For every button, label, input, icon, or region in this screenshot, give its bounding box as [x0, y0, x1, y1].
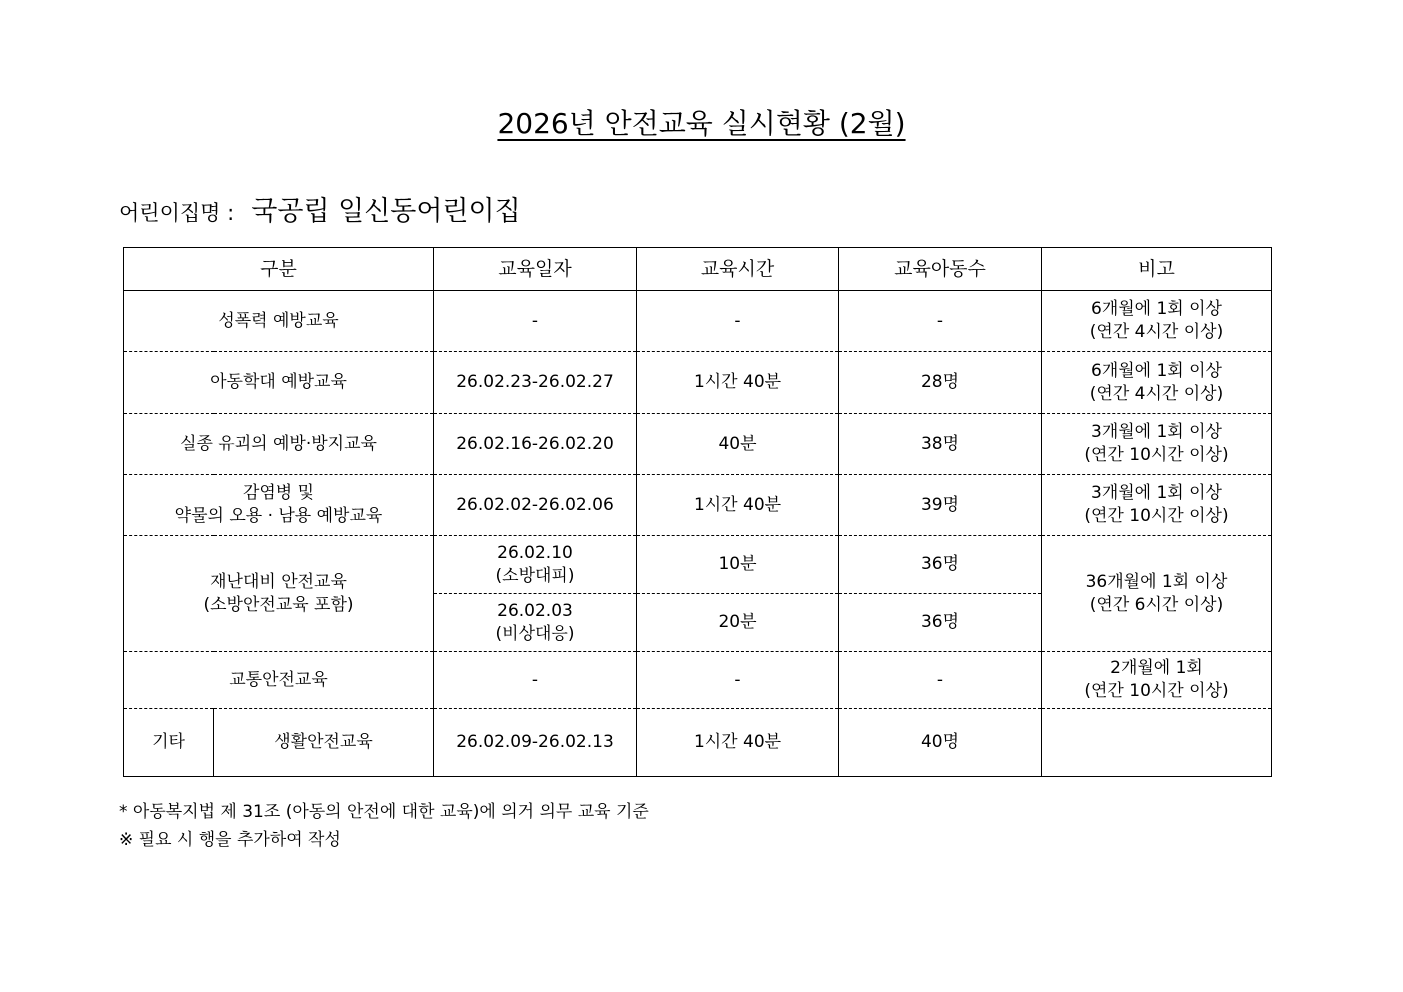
row-category-line1: 재난대비 안전교육 [210, 571, 347, 592]
header-time: 교육시간 [637, 248, 839, 291]
row-category: 교통안전교육 [124, 652, 434, 709]
row-time: 20분 [637, 594, 839, 652]
center-name-value: 국공립 일신동어린이집 [251, 196, 521, 227]
row-date: - [434, 652, 637, 709]
footnote-add-rows: ※ 필요 시 행을 추가하여 작성 [119, 830, 341, 850]
center-name-label: 어린이집명 : [119, 201, 235, 225]
row-note-line1: 36개월에 1회 이상 [1085, 571, 1228, 592]
row-time: 10분 [637, 536, 839, 594]
row-children: 36명 [839, 594, 1042, 652]
row-category: 성폭력 예방교육 [124, 291, 434, 352]
row-note-line2: (연간 4시간 이상) [1089, 383, 1224, 404]
document-title-text: 2026년 안전교육 실시현황 (2월) [497, 107, 906, 140]
footnote-legal-basis: * 아동복지법 제 31조 (아동의 안전에 대한 교육)에 의거 의무 교육 기준 [119, 802, 649, 822]
row-time: 40분 [637, 414, 839, 475]
row-time: - [637, 291, 839, 352]
row-time: 1시간 40분 [637, 709, 839, 777]
row-date-line1: 26.02.03 [497, 600, 573, 621]
row-note-line2: (연간 6시간 이상) [1089, 594, 1224, 615]
row-time: - [637, 652, 839, 709]
row-note [1042, 536, 1272, 652]
table-header-row [124, 248, 1272, 291]
row-children: 36명 [839, 536, 1042, 594]
row-date: 26.02.02-26.02.06 [434, 475, 637, 536]
row-children: 40명 [839, 709, 1042, 777]
row-note-line1: 3개월에 1회 이상 [1091, 483, 1222, 503]
education-table [123, 247, 1272, 777]
row-date: 26.02.16-26.02.20 [434, 414, 637, 475]
table-row [124, 475, 1272, 536]
row-time: 1시간 40분 [637, 352, 839, 414]
table-row [124, 709, 1272, 777]
row-note [1042, 352, 1272, 414]
row-children: 28명 [839, 352, 1042, 414]
row-note [1042, 291, 1272, 352]
row-time: 1시간 40분 [637, 475, 839, 536]
row-group: 기타 [124, 709, 214, 777]
row-date-line1: 26.02.10 [497, 542, 573, 563]
table-row [124, 536, 1272, 594]
row-note-line2: (연간 10시간 이상) [1084, 445, 1229, 465]
header-note: 비고 [1042, 248, 1272, 291]
row-category: 실종 유괴의 예방·방지교육 [124, 414, 434, 475]
header-children: 교육아동수 [839, 248, 1042, 291]
row-category: 생활안전교육 [214, 709, 434, 777]
row-date: 26.02.09-26.02.13 [434, 709, 637, 777]
row-category-line2: (소방안전교육 포함) [203, 594, 354, 615]
row-date [434, 594, 637, 652]
row-note [1042, 414, 1272, 475]
row-category: 아동학대 예방교육 [124, 352, 434, 414]
table-row [124, 352, 1272, 414]
row-date [434, 536, 637, 594]
row-category [124, 536, 434, 652]
table-row [124, 652, 1272, 709]
row-note [1042, 475, 1272, 536]
row-note-line1: 6개월에 1회 이상 [1091, 360, 1222, 381]
row-note-line2: (연간 10시간 이상) [1084, 506, 1229, 526]
row-category-line2: 약물의 오용 · 남용 예방교육 [174, 506, 383, 526]
footnotes [119, 798, 649, 854]
row-note [1042, 709, 1272, 777]
row-category-line1: 감염병 및 [242, 483, 315, 503]
table-row [124, 414, 1272, 475]
row-note-line2: (연간 10시간 이상) [1084, 681, 1229, 701]
row-children: - [839, 652, 1042, 709]
header-date: 교육일자 [434, 248, 637, 291]
row-note-line2: (연간 4시간 이상) [1089, 322, 1224, 342]
row-note [1042, 652, 1272, 709]
header-category: 구분 [124, 248, 434, 291]
document-title [0, 104, 1403, 144]
row-children: 39명 [839, 475, 1042, 536]
row-date: 26.02.23-26.02.27 [434, 352, 637, 414]
table-row [124, 291, 1272, 352]
row-children: 38명 [839, 414, 1042, 475]
center-name-line [119, 192, 521, 232]
row-children: - [839, 291, 1042, 352]
row-category [124, 475, 434, 536]
row-note-line1: 2개월에 1회 [1110, 658, 1203, 678]
row-note-line1: 6개월에 1회 이상 [1091, 299, 1222, 319]
row-date: - [434, 291, 637, 352]
row-note-line1: 3개월에 1회 이상 [1091, 422, 1222, 442]
row-date-line2: (소방대피) [495, 565, 575, 586]
row-date-line2: (비상대응) [495, 623, 575, 644]
